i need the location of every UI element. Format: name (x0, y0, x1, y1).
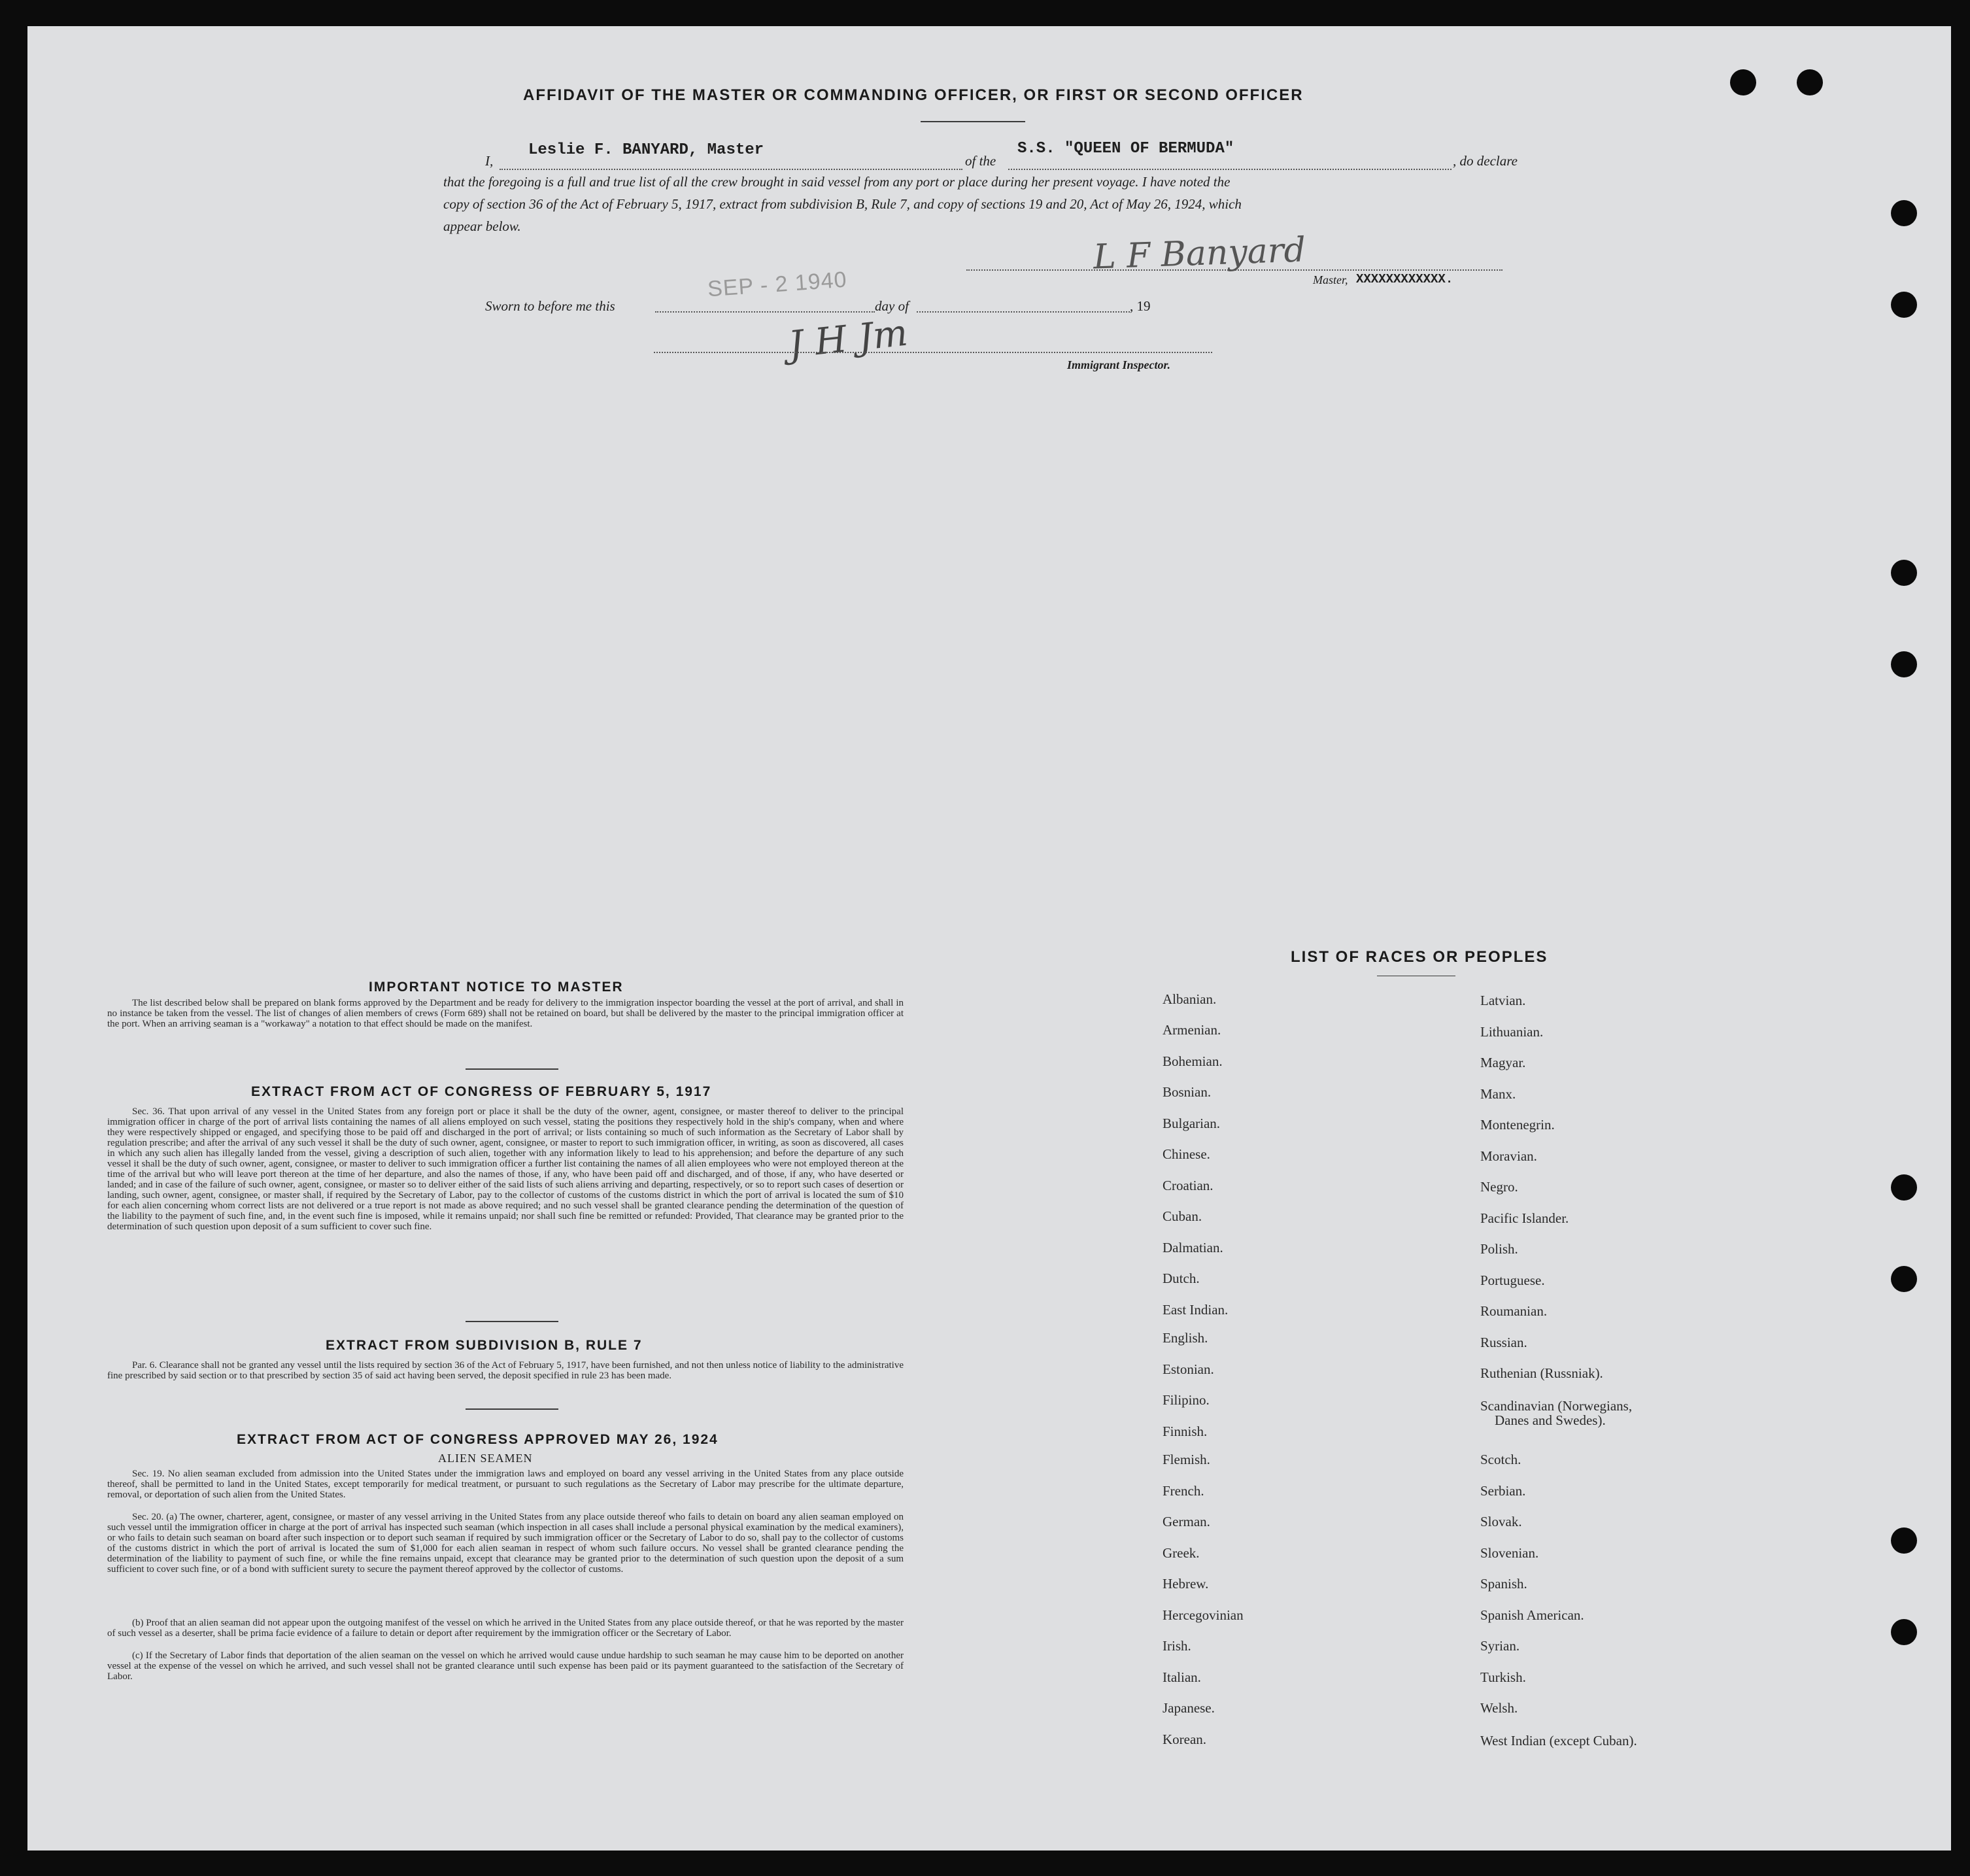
sworn-label: Sworn to before me this (485, 298, 615, 314)
notice-text: The list described below shall be prepared on blank forms approved by the Department and be ready for delivery to the immigration inspector boarding the vessel at the port of arrival, and shall in no instance be taken from the vessel. The list of changes of alien members of crews (Form 689) shall not be retained on board, but shall be delivered by the master to the principal immigration officer at the port. When an arriving seaman is a "workaway" a notation to that effect should be made on the manifest. (107, 998, 904, 1029)
day-of-label: day of (875, 298, 909, 314)
races-title: LIST OF RACES OR PEOPLES (1291, 948, 1548, 966)
race-item: Finnish. (1163, 1424, 1208, 1439)
year-label: , 19 (1130, 298, 1151, 314)
race-item: Polish. (1480, 1241, 1518, 1257)
extract-1924-title: EXTRACT FROM ACT OF CONGRESS APPROVED MAY 26, 1924 (237, 1432, 719, 1447)
affidavit-title: AFFIDAVIT OF THE MASTER OR COMMANDING OFFICER, OR FIRST OR SECOND OFFICER (523, 86, 1304, 104)
race-item: Filipino. (1163, 1392, 1210, 1408)
race-item: Greek. (1163, 1545, 1200, 1561)
section-divider (466, 1321, 558, 1322)
race-item: East Indian. (1163, 1302, 1229, 1318)
vessel-name: S.S. "QUEEN OF BERMUDA" (1017, 140, 1234, 158)
race-item: Albanian. (1163, 991, 1217, 1007)
race-item: English. (1163, 1330, 1208, 1346)
date-stamp: SEP - 2 1940 (706, 267, 848, 302)
punch-hole (1891, 292, 1917, 318)
race-item: Slovenian. (1480, 1545, 1539, 1561)
inspector-label: Immigrant Inspector. (1067, 358, 1171, 371)
sec-20c-text: (c) If the Secretary of Labor finds that deportation of the alien seaman on the vessel on which he arrived would cause undue hardship to such seaman he may cause him to be deported on another vessel at the expense of the vessel on which he arrived, and such vessel shall not be granted clearance until such expense has been paid or its payment guaranteed to the satisfaction of the Secretary of Labor. (107, 1650, 904, 1682)
master-signature-line (966, 269, 1503, 271)
vessel-underline (1008, 169, 1452, 170)
extract-1924-subtitle: ALIEN SEAMEN (438, 1452, 533, 1465)
race-item: Slovak. (1480, 1514, 1522, 1529)
race-item: Welsh. (1480, 1700, 1518, 1716)
race-item: Danes and Swedes). (1495, 1412, 1606, 1428)
race-item: Turkish. (1480, 1669, 1526, 1685)
master-strikeout: XXXXXXXXXXXX. (1356, 272, 1453, 286)
master-signature: L F Banyard (1093, 230, 1306, 277)
inspector-signature: J H Jm (787, 311, 910, 367)
race-item: Latvian. (1480, 993, 1526, 1008)
sworn-month-line (917, 311, 1130, 313)
affidavit-pronoun: I, (485, 153, 494, 169)
extract-1917-text: Sec. 36. That upon arrival of any vessel in the United States from any foreign port or place it shall be the duty of the owner, agent, consignee, or master thereof to deliver to the principal immigration officer in charge of the port of arrival lists containing the names of all aliens employed on such vessel, stating the positions they respectively hold in the ship's company, when and where they were respectively shipped or engaged, and specifying those to be paid off and discharged in the port of arrival; or lists containing so much of such information as the Secretary of Labor shall by regulation prescribe; and after the arrival of any such vessel it shall be the duty of such owner, agent, consignee, or master to report to such immigration officer, in writing, as soon as discovered, all cases in which any such alien has illegally landed from the vessel, giving a description of such alien, together with any information likely to lead to his apprehension; and before the departure of any such vessel it shall be the duty of such owner, agent, consignee, or master to deliver to such immigration officer a further list containing the names of all alien employees who were not employed thereon at the time of the arrival but who will leave port thereon at the time of her departure, and also the names of those, if any, who have been paid off and discharged, and of those, if any, who have deserted or landed; and in case of the failure of such owner, agent, consignee, or master so to deliver either of the said lists of such aliens arriving and departing, respectively, or so to report such cases of desertion or landing, such owner, agent, consignee, or master shall, if required by the Secretary of Labor, pay to the collector of customs of the customs district in which the port of arrival is located the sum of $10 for each alien concerning whom correct lists are not delivered or a true report is not made as above required; and no such vessel shall be granted clearance pending the determination of the question of the liability to the payment of such fine, and, in the event such fine is imposed, while it remains unpaid; nor shall such fine be remitted or refunded: Provided, That clearance may be granted prior to the determination of such question upon deposit of a sum sufficient to cover such fine. (107, 1106, 904, 1232)
race-item: Estonian. (1163, 1361, 1214, 1377)
race-item: Montenegrin. (1480, 1117, 1555, 1133)
race-item: Armenian. (1163, 1022, 1221, 1038)
affidavit-line-2: that the foregoing is a full and true list of all the crew brought in said vessel from any port or place during her present voyage. I have noted the (443, 174, 1231, 190)
section-divider (466, 1408, 558, 1410)
race-item: Italian. (1163, 1669, 1201, 1685)
punch-hole (1891, 560, 1917, 586)
race-item: Flemish. (1163, 1452, 1210, 1467)
sworn-day-line (655, 311, 875, 313)
race-item: Japanese. (1163, 1700, 1215, 1716)
sec-19-text: Sec. 19. No alien seaman excluded from admission into the United States under the immigration laws and employed on board any vessel arriving in the United States from any place outside thereof, shall be permitted to land in the United States, except temporarily for medical treatment, or pursuant to such regulations as the Secretary of Labor may prescribe for the ultimate departure, removal, or deportation of such alien from the United States. (107, 1469, 904, 1500)
race-item: West Indian (except Cuban). (1480, 1733, 1637, 1748)
subdivision-title: EXTRACT FROM SUBDIVISION B, RULE 7 (326, 1338, 643, 1353)
race-item: Bosnian. (1163, 1084, 1212, 1100)
punch-hole (1891, 1174, 1917, 1201)
race-item: Spanish. (1480, 1576, 1527, 1592)
race-item: Pacific Islander. (1480, 1210, 1569, 1226)
title-divider (921, 121, 1025, 122)
do-declare-label: , do declare (1453, 153, 1518, 169)
race-item: Negro. (1480, 1179, 1518, 1195)
inspector-signature-line (654, 352, 1212, 353)
race-item: Croatian. (1163, 1178, 1214, 1193)
race-item: Ruthenian (Russniak). (1480, 1365, 1603, 1381)
race-item: Scotch. (1480, 1452, 1521, 1467)
race-item: Bohemian. (1163, 1053, 1223, 1069)
race-item: Serbian. (1480, 1483, 1526, 1499)
race-item: Dutch. (1163, 1271, 1200, 1286)
race-item: Hercegovinian (1163, 1607, 1244, 1623)
extract-1917-title: EXTRACT FROM ACT OF CONGRESS OF FEBRUARY 5, 1917 (251, 1084, 712, 1099)
of-the-label: of the (965, 153, 996, 169)
punch-hole (1891, 1527, 1917, 1554)
race-item: Scandinavian (Norwegians, (1480, 1398, 1633, 1414)
race-item: Korean. (1163, 1731, 1207, 1747)
race-item: German. (1163, 1514, 1210, 1529)
race-item: Hebrew. (1163, 1576, 1209, 1592)
sec-20a-text: Sec. 20. (a) The owner, charterer, agent, consignee, or master of any vessel arriving in the United States from any place outside thereof who fails to detain on board any alien seaman employed on such vessel until the immigration officer in charge at the port of arrival has inspected such seaman (which inspection in all cases shall include a personal physical examination by the medical examiners), or who fails to detain such seaman on board after such inspection or to deport such seaman if required by such immigration officer or the Secretary of Labor to do so, shall pay to the collector of customs of the customs district in which the port of arrival is located the sum of $1,000 for each alien seaman in respect of whom such failure occurs. No vessel shall be granted clearance pending the determination of the liability to payment of such fine, or while the fine remains unpaid, except that clearance may be granted prior to the determination of such question upon the deposit of a sum sufficient to cover such fine, or of a bond with sufficient surety to secure the payment thereof approved by the collector of customs. (107, 1512, 904, 1575)
race-item: Portuguese. (1480, 1272, 1545, 1288)
race-item: Bulgarian. (1163, 1116, 1221, 1131)
affidavit-line-3: copy of section 36 of the Act of February 5, 1917, extract from subdivision B, Rule 7, and copy of sections 19 and 20, Act of May 26, 1924, which (443, 196, 1242, 212)
section-divider (466, 1068, 558, 1070)
race-item: Syrian. (1480, 1638, 1520, 1654)
notice-title: IMPORTANT NOTICE TO MASTER (369, 980, 624, 995)
race-item: Cuban. (1163, 1208, 1202, 1224)
race-item: Dalmatian. (1163, 1240, 1223, 1255)
punch-hole (1891, 1619, 1917, 1645)
affidavit-line-4: appear below. (443, 218, 521, 234)
sec-20b-text: (b) Proof that an alien seaman did not appear upon the outgoing manifest of the vessel on which he arrived in the United States from any place outside thereof, or that he was reported by the master of such vessel as a deserter, shall be prima facie evidence of a failure to detain or deport after requirement by the immigration officer or the Secretary of Labor. (107, 1618, 904, 1639)
race-item: Magyar. (1480, 1055, 1526, 1070)
race-item: Lithuanian. (1480, 1024, 1544, 1040)
race-item: Irish. (1163, 1638, 1191, 1654)
master-label: Master, (1313, 273, 1348, 286)
race-item: Manx. (1480, 1086, 1516, 1102)
punch-hole (1891, 651, 1917, 677)
declarant-name: Leslie F. BANYARD, Master (528, 141, 764, 159)
race-item: Moravian. (1480, 1148, 1537, 1164)
race-item: French. (1163, 1483, 1204, 1499)
punch-hole (1730, 69, 1756, 95)
subdivision-text: Par. 6. Clearance shall not be granted any vessel until the lists required by section 36 of the Act of February 5, 1917, have been furnished, and not then unless notice of liability to the administrative fine prescribed by said section or to that prescribed by section 35 of said act having been served, the deposit specified in rule 23 has been made. (107, 1360, 904, 1381)
declarant-underline (500, 169, 962, 170)
race-item: Chinese. (1163, 1146, 1210, 1162)
punch-hole (1797, 69, 1823, 95)
document-page (27, 26, 1951, 1850)
race-item: Spanish American. (1480, 1607, 1584, 1623)
punch-hole (1891, 200, 1917, 226)
race-item: Russian. (1480, 1335, 1527, 1350)
punch-hole (1891, 1266, 1917, 1292)
race-item: Roumanian. (1480, 1303, 1548, 1319)
